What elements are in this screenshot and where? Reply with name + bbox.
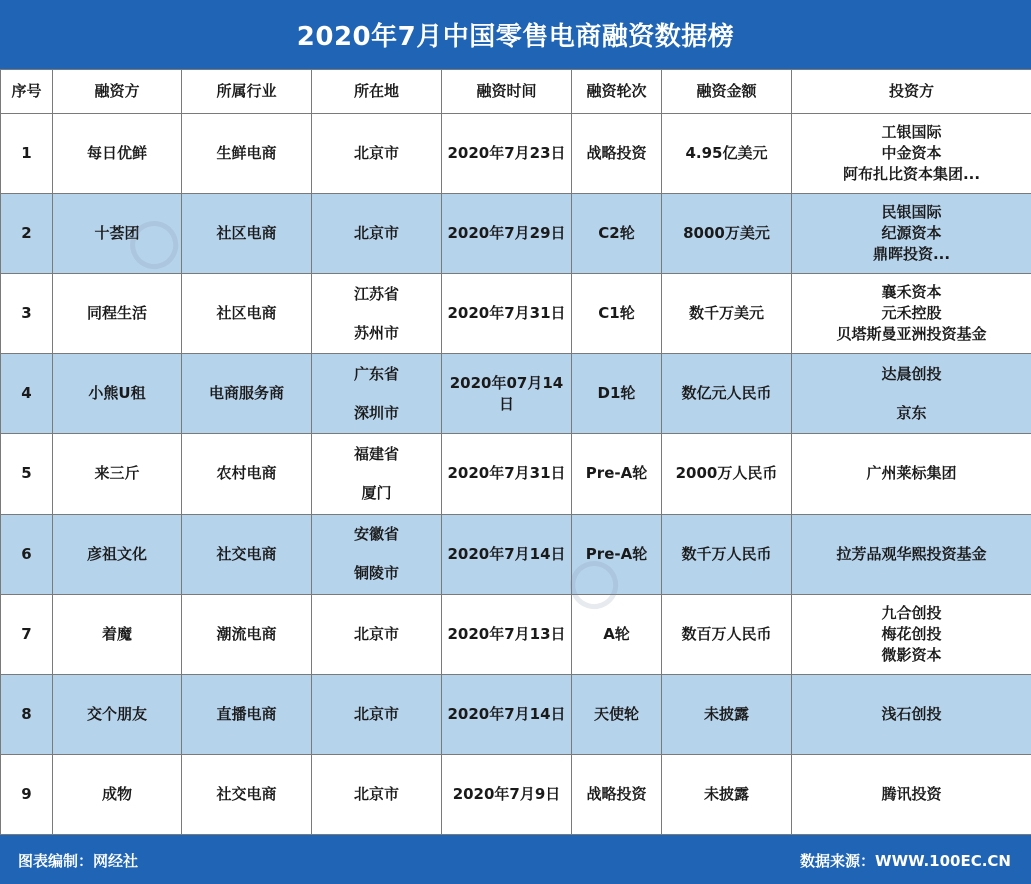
cell-industry: 潮流电商 <box>182 594 312 674</box>
table-header-row <box>1 70 1031 114</box>
cell-company: 十荟团 <box>53 194 182 274</box>
cell-round: Pre-A轮 <box>572 434 662 514</box>
cell-amount: 数千万人民币 <box>662 514 792 594</box>
footer-source: 数据来源：WWW.100EC.CN <box>800 852 1011 870</box>
cell-investors-line: 九合创投 <box>881 603 942 622</box>
cell-investors-line: 梅花创投 <box>881 624 942 643</box>
cell-investors-line: 纪源资本 <box>881 224 942 243</box>
cell-round: A轮 <box>572 594 662 674</box>
cell-location-line: 北京市 <box>353 784 399 803</box>
cell-industry: 社区电商 <box>182 194 312 274</box>
financing-table <box>0 69 1031 835</box>
cell-no: 9 <box>1 754 53 834</box>
cell-amount: 2000万人民币 <box>662 434 792 514</box>
cell-investors-line: 工银国际 <box>881 123 942 142</box>
header-round: 融资轮次 <box>572 70 662 114</box>
cell-no: 8 <box>1 674 53 754</box>
cell-location-line: 厦门 <box>361 483 392 502</box>
header-industry: 所属行业 <box>182 70 312 114</box>
cell-date: 2020年7月23日 <box>442 114 572 194</box>
cell-date: 2020年7月14日 <box>442 674 572 754</box>
cell-industry: 农村电商 <box>182 434 312 514</box>
cell-location <box>312 514 442 594</box>
cell-investors-line: 民银国际 <box>881 203 942 222</box>
cell-industry: 社交电商 <box>182 514 312 594</box>
cell-investors <box>792 674 1031 754</box>
cell-no: 6 <box>1 514 53 594</box>
cell-investors-line: 拉芳品观华熙投资基金 <box>836 544 987 563</box>
cell-investors-line: 微影资本 <box>881 645 942 664</box>
cell-no: 2 <box>1 194 53 274</box>
header-company: 融资方 <box>53 70 182 114</box>
cell-amount: 4.95亿美元 <box>662 114 792 194</box>
cell-investors-line: 浅石创投 <box>881 704 942 723</box>
cell-round: Pre-A轮 <box>572 514 662 594</box>
cell-amount: 8000万美元 <box>662 194 792 274</box>
cell-date: 2020年7月13日 <box>442 594 572 674</box>
cell-location-line: 江苏省 <box>353 284 399 303</box>
cell-date: 2020年7月9日 <box>442 754 572 834</box>
cell-investors <box>792 594 1031 674</box>
cell-date: 2020年7月14日 <box>442 514 572 594</box>
cell-location-line: 北京市 <box>353 224 399 243</box>
cell-amount: 数百万人民币 <box>662 594 792 674</box>
cell-location <box>312 274 442 354</box>
cell-company: 彦祖文化 <box>53 514 182 594</box>
cell-investors-line: 阿布扎比资本集团... <box>842 165 981 184</box>
cell-no: 7 <box>1 594 53 674</box>
cell-company: 小熊U租 <box>53 354 182 434</box>
cell-round: 天使轮 <box>572 674 662 754</box>
cell-location-line: 北京市 <box>353 624 399 643</box>
cell-investors-line: 中金资本 <box>881 144 942 163</box>
table-row <box>1 594 1031 674</box>
cell-no: 4 <box>1 354 53 434</box>
cell-no: 3 <box>1 274 53 354</box>
cell-location-line: 苏州市 <box>353 323 399 342</box>
cell-amount: 数亿元人民币 <box>662 354 792 434</box>
cell-industry: 社交电商 <box>182 754 312 834</box>
cell-round: C2轮 <box>572 194 662 274</box>
cell-investors-line: 元禾控股 <box>881 304 942 323</box>
cell-investors <box>792 274 1031 354</box>
cell-location-line: 铜陵市 <box>353 564 399 583</box>
cell-company: 成物 <box>53 754 182 834</box>
table-row <box>1 434 1031 514</box>
cell-company: 交个朋友 <box>53 674 182 754</box>
footer-bar <box>0 835 1031 884</box>
cell-round: C1轮 <box>572 274 662 354</box>
header-date: 融资时间 <box>442 70 572 114</box>
cell-no: 1 <box>1 114 53 194</box>
header-investors: 投资方 <box>792 70 1031 114</box>
header-amount: 融资金额 <box>662 70 792 114</box>
cell-round: 战略投资 <box>572 114 662 194</box>
cell-amount: 未披露 <box>662 754 792 834</box>
cell-amount: 数千万美元 <box>662 274 792 354</box>
cell-location-line: 深圳市 <box>353 403 399 422</box>
cell-location <box>312 114 442 194</box>
cell-investors-line: 腾讯投资 <box>881 784 942 803</box>
table-row <box>1 754 1031 834</box>
cell-investors-line: 襄禾资本 <box>881 283 942 302</box>
cell-location-line: 广东省 <box>353 364 399 383</box>
cell-location <box>312 194 442 274</box>
table-body <box>1 114 1031 835</box>
cell-investors <box>792 354 1031 434</box>
cell-investors <box>792 194 1031 274</box>
cell-amount: 未披露 <box>662 674 792 754</box>
table-row <box>1 274 1031 354</box>
cell-industry: 生鲜电商 <box>182 114 312 194</box>
cell-industry: 电商服务商 <box>182 354 312 434</box>
table-row <box>1 114 1031 194</box>
cell-investors-line: 鼎晖投资... <box>872 245 951 264</box>
cell-location-line: 福建省 <box>353 444 399 463</box>
cell-round: 战略投资 <box>572 754 662 834</box>
footer-compiler: 图表编制：网经社 <box>18 852 139 870</box>
cell-investors-line: 贝塔斯曼亚洲投资基金 <box>836 325 987 344</box>
cell-date: 2020年07月14日 <box>442 354 572 434</box>
cell-location <box>312 754 442 834</box>
cell-location <box>312 354 442 434</box>
cell-location-line: 北京市 <box>353 144 399 163</box>
cell-location-line: 安徽省 <box>353 525 399 544</box>
header-location: 所在地 <box>312 70 442 114</box>
table-row <box>1 194 1031 274</box>
header-no: 序号 <box>1 70 53 114</box>
cell-location <box>312 674 442 754</box>
table-row <box>1 674 1031 754</box>
cell-location <box>312 594 442 674</box>
table-row <box>1 354 1031 434</box>
cell-investors <box>792 754 1031 834</box>
cell-investors <box>792 114 1031 194</box>
cell-industry: 社区电商 <box>182 274 312 354</box>
cell-company: 来三斤 <box>53 434 182 514</box>
cell-investors-line: 达晨创投 <box>881 364 942 383</box>
cell-investors <box>792 514 1031 594</box>
cell-investors-line: 京东 <box>896 403 927 422</box>
cell-investors-line: 广州莱标集团 <box>866 464 957 483</box>
cell-company: 同程生活 <box>53 274 182 354</box>
cell-no: 5 <box>1 434 53 514</box>
cell-date: 2020年7月31日 <box>442 274 572 354</box>
cell-round: D1轮 <box>572 354 662 434</box>
table-container <box>0 69 1031 835</box>
cell-industry: 直播电商 <box>182 674 312 754</box>
cell-date: 2020年7月29日 <box>442 194 572 274</box>
cell-location-line: 北京市 <box>353 704 399 723</box>
cell-date: 2020年7月31日 <box>442 434 572 514</box>
cell-company: 着魔 <box>53 594 182 674</box>
cell-investors <box>792 434 1031 514</box>
page-title: 2020年7月中国零售电商融资数据榜 <box>0 0 1031 69</box>
cell-location <box>312 434 442 514</box>
table-row <box>1 514 1031 594</box>
cell-company: 每日优鲜 <box>53 114 182 194</box>
